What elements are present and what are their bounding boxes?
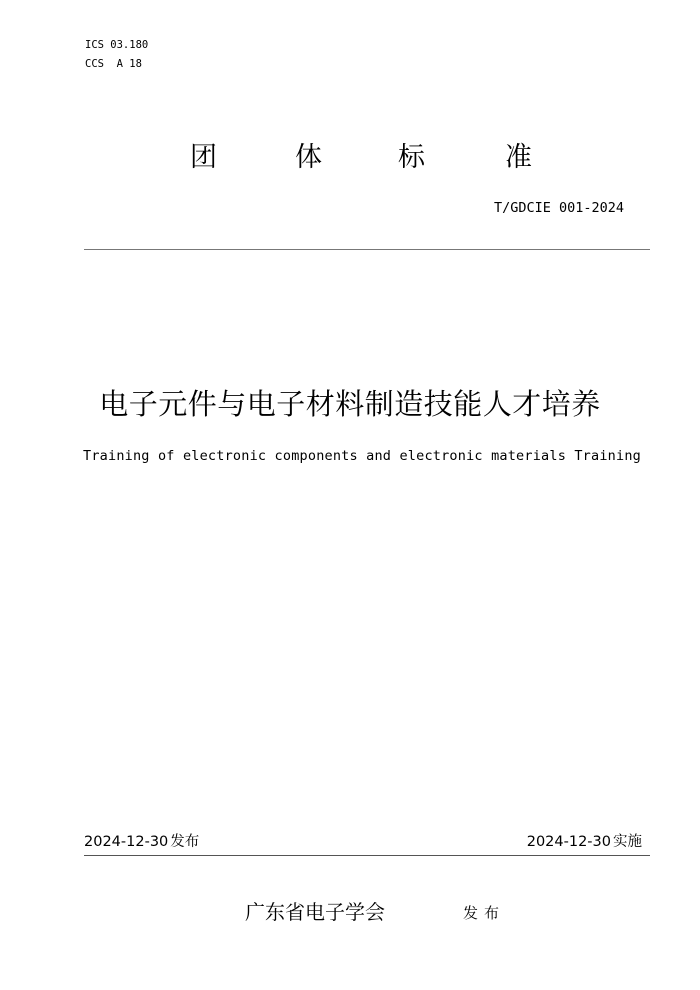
ccs-code: CCS A 18	[85, 58, 142, 70]
publish-label: 发布	[463, 904, 506, 922]
top-divider	[84, 249, 650, 250]
issue-date-line	[84, 832, 199, 852]
implementation-date: 2024-12-30	[526, 834, 611, 850]
implementation-date-line	[527, 832, 642, 852]
standard-type-heading	[0, 138, 700, 178]
bottom-divider	[84, 855, 650, 856]
standard-type-char: 团	[190, 142, 217, 173]
classification-codes	[85, 36, 148, 74]
issue-date: 2024-12-30	[84, 834, 169, 850]
standard-number: T/GDCIE 001-2024	[493, 200, 624, 216]
document-title-chinese: 电子元件与电子材料制造技能人才培养	[99, 387, 601, 421]
standard-type-char: 体	[295, 142, 322, 173]
standard-type-char: 准	[505, 142, 532, 173]
ics-code: ICS 03.180	[85, 39, 149, 51]
document-title-english: Training of electronic components and electronic materials Training	[83, 448, 641, 464]
standard-type-char: 标	[398, 142, 425, 173]
publisher-name: 广东省电子学会	[245, 900, 385, 924]
implementation-label: 实施	[613, 834, 642, 850]
issue-label: 发布	[170, 834, 200, 850]
